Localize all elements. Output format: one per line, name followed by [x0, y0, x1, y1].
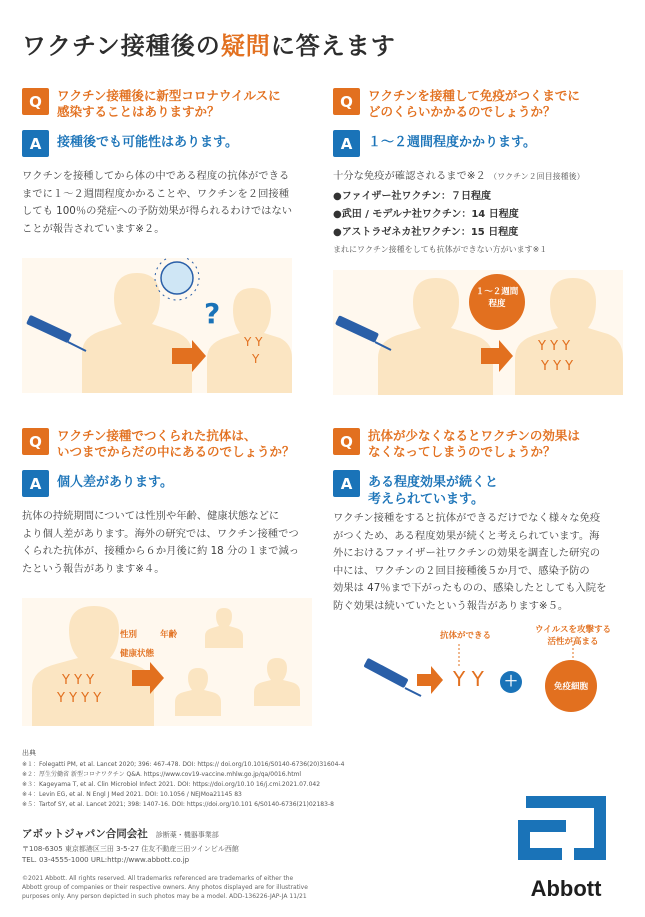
footnote: まれにワクチン接種をしても抗体ができない方がいます※１: [333, 244, 548, 254]
question-row: [22, 428, 317, 464]
reference-item: ※１：Folegatti PM, et al. Lancet 2020; 396: 467-478. DOI: https:// doi.org/10.1016/S0140-6736(20)31604-4: [22, 761, 345, 768]
q-badge: Q: [22, 88, 49, 115]
question-text: ワクチンを接種して免疫がつくまでに どのくらいかかるのでしょうか？: [368, 88, 580, 119]
references: [22, 748, 472, 810]
antibody-icon: Y Y Y: [541, 359, 574, 374]
illustration-duration: [22, 598, 312, 726]
factor-sex: 性別: [120, 630, 138, 640]
body-text: ワクチンを接種してから体の中である程度の抗体ができる までに１～２週間程度かかることや、ワクチンを２回接種 しても 100％の発症への予防効果が得られるわけではない ことが報告されています※２。: [22, 170, 293, 235]
question-mark-icon: ?: [204, 297, 221, 330]
bullet-item: ●武田 / モデルナ社ワクチン：14 日程度: [333, 208, 519, 220]
question-text: ワクチン接種後に新型コロナウイルスに 感染することはありますか？: [57, 88, 281, 119]
logo-wordmark: Abbott: [530, 876, 602, 901]
question-row: [333, 88, 628, 124]
body-lead: 十分な免疫が確認されるまで※２ （ワクチン２回目接種後）: [333, 170, 585, 182]
label-cells: ウイルスを攻撃する 活性が高まる: [535, 625, 611, 647]
answer-row: [333, 130, 628, 168]
page-title: ワクチン接種後の疑問に答えます: [22, 32, 396, 60]
question-text: 抗体が少なくなるとワクチンの効果は なくなってしまうのでしょうか？: [368, 428, 580, 459]
a-badge: A: [333, 470, 360, 497]
illustration-infection: [22, 258, 302, 393]
qa-section-4: [333, 428, 633, 615]
antibody-icon: Y Y: [244, 335, 263, 349]
qa-section-3: [22, 428, 317, 578]
bullet-item: ●アストラゼネカ社ワクチン：15 日程度: [333, 226, 519, 238]
factor-health: 健康状態: [120, 649, 155, 659]
title-highlight: 疑問: [220, 32, 271, 60]
arrow-icon: [417, 666, 443, 694]
antibody-icon: Y Y Y: [538, 339, 571, 354]
body-text: 抗体の持続期間については性別や年齢、健康状態などに より個人差があります。海外の研究では、ワクチン接種でつ くられた抗体が、接種から６か月後に約 18 分の１まで減っ たという報告があります※４。: [22, 510, 300, 575]
abbott-logo-icon: [510, 790, 622, 874]
bullet-item: ●ファイザー社ワクチン：７日程度: [333, 190, 492, 202]
reference-item: ※４：Levin EG, et al. N Engl J Med 2021. DOI: 10.1056 / NEJMoa21145 83: [22, 791, 242, 798]
answer-row: [22, 130, 317, 168]
reference-item: ※３：Kageyama T, et al. Clin Microbiol Infect 2021. DOI: https://doi.org/10.10 16/j.cmi.2021.07.042: [22, 781, 321, 788]
antibody-icon: Y: [252, 352, 260, 366]
label-antibody: 抗体ができる: [440, 631, 492, 641]
company-name: アボットジャパン合同会社: [22, 828, 148, 840]
qa-section-2: [333, 88, 628, 255]
answer-text: 個人差があります。: [57, 475, 173, 490]
factor-age: 年齢: [160, 630, 178, 640]
body-note: （ワクチン２回目接種後）: [489, 172, 585, 181]
company-address: 〒108-6305 東京都港区三田 3-5-27 住友不動産三田ツインビル西館: [22, 845, 239, 853]
answer-text: ある程度効果が続くと 考えられています。: [368, 475, 499, 507]
syringe-icon: [363, 658, 421, 696]
q-badge: Q: [333, 88, 360, 115]
a-badge: A: [22, 470, 49, 497]
question-row: [22, 88, 317, 124]
company-dept: 診断薬・機器事業部: [155, 831, 219, 839]
factor-labels: [120, 622, 200, 659]
a-badge: A: [333, 130, 360, 157]
bullet-list: [333, 188, 628, 242]
reference-item: ※２：厚生労働省 新型コロナワクチン Q&A. https://www.cov19-vaccine.mhlw.go.jp/qa/0016.html: [22, 771, 302, 778]
antibody-icon: Y Y Y: [62, 673, 95, 688]
antibody-icon: Y Y Y Y: [57, 691, 102, 706]
immune-cell-label: 免疫細胞: [553, 682, 588, 692]
a-badge: A: [22, 130, 49, 157]
q-badge: Q: [333, 428, 360, 455]
question-text: ワクチン接種でつくられた抗体は、 いつまでからだの中にあるのでしょうか？: [57, 428, 295, 459]
company-contact: TEL. 03-4555-1000 URL:http://www.abbott.co.jp: [22, 856, 190, 864]
answer-text: １～２週間程度かかります。: [368, 135, 536, 150]
company-info: [22, 822, 472, 901]
plus-sign: ＋: [504, 674, 518, 690]
answer-text: 接種後でも可能性はあります。: [57, 135, 238, 150]
qa-section-1: [22, 88, 317, 238]
references-heading: 出典: [22, 749, 36, 757]
answer-row: [333, 470, 633, 510]
answer-row: [22, 470, 317, 508]
abbott-logo: [510, 790, 622, 905]
q-badge: Q: [22, 428, 49, 455]
bubble-label: １～２週間 程度: [475, 287, 519, 309]
body-text: ワクチン接種をすると抗体ができるだけでなく様々な免疫 がつくため、ある程度効果が続くと考えられています。海 外におけるファイザー社ワクチンの効果を調査した研究の 中には、ワクチンの２回目接種後５か月で、感染予防の 効果は 47％まで下がったものの、感染したとしても入院を 防ぐ効果は続いていたという報告があります※５。: [333, 512, 607, 612]
legal-notice: ©2021 Abbott. All rights reserved. All trademarks referenced are trademarks of either the Abbott group of companies or their respective owners. Any photos displayed are for illustrative purposes only. Any person depicted in such photos may be a model. ADD-136226-JAP-JA 11/21: [22, 875, 308, 900]
antibody-icon: Y Y: [453, 667, 484, 691]
question-row: [333, 428, 633, 464]
reference-item: ※５：Tartof SY, et al. Lancet 2021; 398: 1407-16. DOI: https://doi.org/10.101 6/S0140-6736(21)02183-8: [22, 801, 334, 808]
